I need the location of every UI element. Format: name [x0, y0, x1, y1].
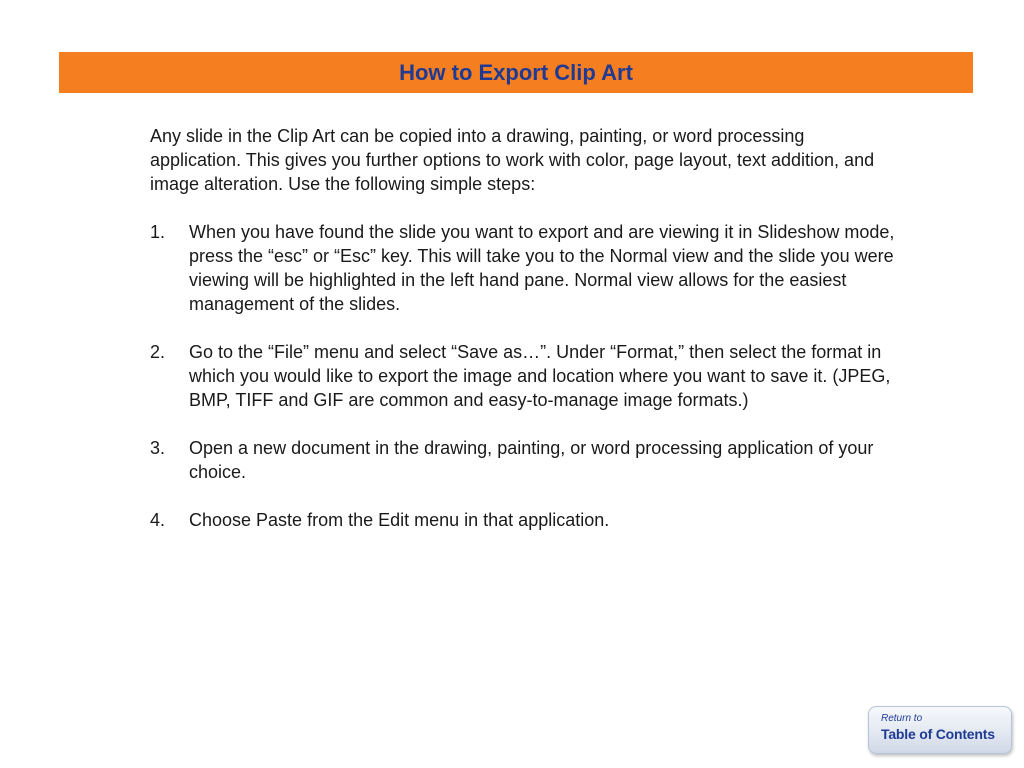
intro-paragraph: Any slide in the Clip Art can be copied into a drawing, painting, or word processing application. This gives you further options to work with color, page layout, text addition, and image alteration. Use the following simple steps:	[150, 126, 875, 194]
step-number: 3.	[150, 438, 166, 458]
list-item	[150, 340, 910, 412]
toc-button-large-label: Table of Contents	[881, 726, 995, 742]
step-number: 1.	[150, 222, 166, 242]
step-number: 4.	[150, 510, 166, 530]
list-item	[150, 220, 910, 316]
list-item	[150, 508, 910, 532]
step-text: When you have found the slide you want to export and are viewing it in Slideshow mode, press the “esc” or “Esc” key. This will take you to the Normal view and the slide you were viewing will be highlighted in the left hand pane. Normal view allows for the easiest management of the slides.	[189, 222, 895, 314]
page-title: How to Export Clip Art	[399, 59, 633, 85]
step-number: 2.	[150, 342, 166, 362]
steps-list	[150, 220, 910, 532]
step-text: Choose Paste from the Edit menu in that application.	[189, 510, 610, 530]
slide-content	[150, 124, 910, 556]
list-item	[150, 436, 910, 484]
toc-button-small-label: Return to	[881, 713, 923, 724]
step-text: Open a new document in the drawing, painting, or word processing application of your choice.	[189, 438, 874, 482]
step-text: Go to the “File” menu and select “Save as…”. Under “Format,” then select the format in which you would like to export the image and location where you want to save it. (JPEG, BMP, TIFF and GIF are common and easy-to-manage image formats.)	[189, 342, 891, 410]
title-bar	[59, 52, 973, 93]
return-to-toc-button[interactable]	[868, 706, 1012, 754]
